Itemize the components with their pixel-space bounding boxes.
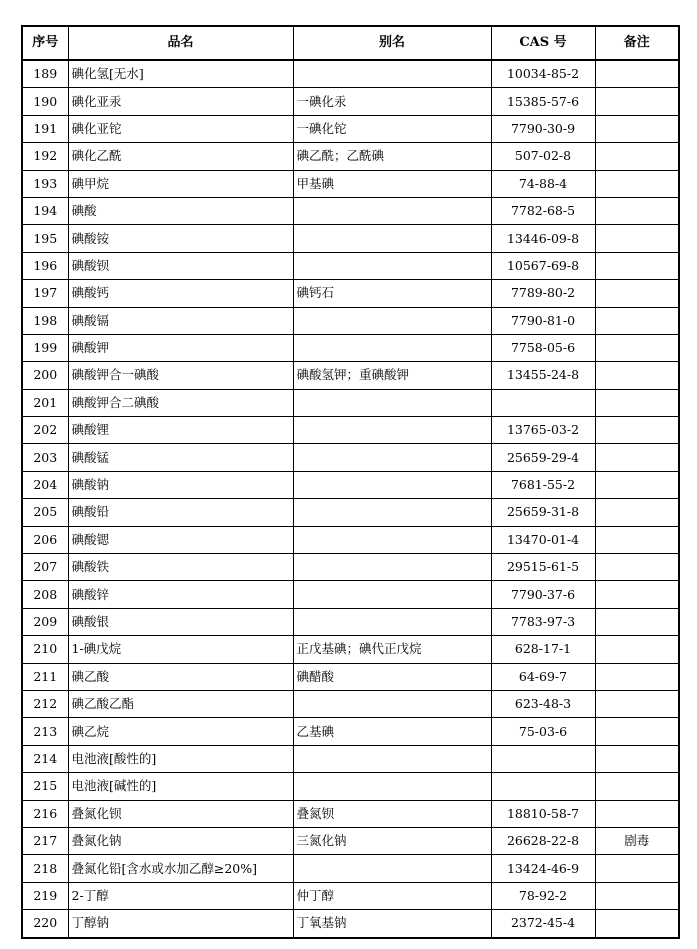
cell-name: 碘酸钠 — [68, 471, 293, 498]
table-row — [22, 88, 679, 115]
cell-name: 碘酸 — [68, 197, 293, 224]
table-row — [22, 855, 679, 882]
cell-alias: 三氮化钠 — [293, 827, 491, 854]
table-row — [22, 718, 679, 745]
cell-note — [595, 225, 679, 252]
cell-cas: 7681-55-2 — [491, 471, 595, 498]
cell-alias: 叠氮钡 — [293, 800, 491, 827]
cell-cas: 7789-80-2 — [491, 280, 595, 307]
cell-seq: 195 — [22, 225, 68, 252]
cell-seq: 205 — [22, 499, 68, 526]
cell-name: 碘乙烷 — [68, 718, 293, 745]
cell-alias: 碘酸氢钾；重碘酸钾 — [293, 362, 491, 389]
cell-note — [595, 252, 679, 279]
cell-alias: 一碘化汞 — [293, 88, 491, 115]
header-cas: CAS 号 — [491, 26, 595, 60]
cell-cas: 29515-61-5 — [491, 554, 595, 581]
cell-seq: 193 — [22, 170, 68, 197]
cell-name: 碘酸锰 — [68, 444, 293, 471]
cell-note — [595, 143, 679, 170]
cell-seq: 199 — [22, 334, 68, 361]
cell-alias: 碘钙石 — [293, 280, 491, 307]
cell-seq: 220 — [22, 910, 68, 938]
cell-note: 剧毒 — [595, 827, 679, 854]
cell-note — [595, 554, 679, 581]
cell-name: 碘酸银 — [68, 608, 293, 635]
header-seq: 序号 — [22, 26, 68, 60]
cell-cas: 26628-22-8 — [491, 827, 595, 854]
table-body — [22, 60, 679, 938]
table-row — [22, 690, 679, 717]
cell-name: 碘乙酸 — [68, 663, 293, 690]
cell-cas: 7790-37-6 — [491, 581, 595, 608]
cell-name: 1-碘戊烷 — [68, 636, 293, 663]
cell-seq: 198 — [22, 307, 68, 334]
cell-note — [595, 60, 679, 88]
cell-seq: 209 — [22, 608, 68, 635]
table-row — [22, 663, 679, 690]
cell-alias: 碘醋酸 — [293, 663, 491, 690]
cell-alias — [293, 499, 491, 526]
cell-name: 碘化亚汞 — [68, 88, 293, 115]
cell-seq: 207 — [22, 554, 68, 581]
cell-note — [595, 417, 679, 444]
table-row — [22, 581, 679, 608]
table-row — [22, 389, 679, 416]
cell-name: 碘酸钡 — [68, 252, 293, 279]
table-row — [22, 526, 679, 553]
cell-note — [595, 800, 679, 827]
cell-seq: 210 — [22, 636, 68, 663]
cell-cas: 74-88-4 — [491, 170, 595, 197]
cell-note — [595, 88, 679, 115]
cell-seq: 194 — [22, 197, 68, 224]
cell-alias — [293, 608, 491, 635]
table-row — [22, 471, 679, 498]
cell-name: 碘乙酸乙酯 — [68, 690, 293, 717]
cell-cas: 25659-31-8 — [491, 499, 595, 526]
cell-seq: 215 — [22, 773, 68, 800]
cell-cas: 507-02-8 — [491, 143, 595, 170]
cell-note — [595, 636, 679, 663]
cell-name: 碘酸镉 — [68, 307, 293, 334]
cell-note — [595, 855, 679, 882]
cell-cas: 7783-97-3 — [491, 608, 595, 635]
cell-note — [595, 882, 679, 909]
header-note: 备注 — [595, 26, 679, 60]
cell-seq: 203 — [22, 444, 68, 471]
cell-name: 碘酸锶 — [68, 526, 293, 553]
table-row — [22, 170, 679, 197]
cell-alias — [293, 444, 491, 471]
cell-name: 叠氮化铅[含水或水加乙醇≥20%] — [68, 855, 293, 882]
cell-name: 碘酸钾 — [68, 334, 293, 361]
cell-alias: 仲丁醇 — [293, 882, 491, 909]
table-row — [22, 252, 679, 279]
cell-name: 叠氮化钡 — [68, 800, 293, 827]
cell-note — [595, 307, 679, 334]
table-row — [22, 827, 679, 854]
cell-cas: 7758-05-6 — [491, 334, 595, 361]
cell-alias — [293, 471, 491, 498]
cell-name: 碘化亚铊 — [68, 115, 293, 142]
cell-note — [595, 389, 679, 416]
cell-name: 碘酸铁 — [68, 554, 293, 581]
cell-seq: 219 — [22, 882, 68, 909]
cell-cas: 13765-03-2 — [491, 417, 595, 444]
cell-note — [595, 581, 679, 608]
cell-alias — [293, 307, 491, 334]
cell-name: 碘酸铵 — [68, 225, 293, 252]
cell-alias — [293, 554, 491, 581]
cell-seq: 217 — [22, 827, 68, 854]
cell-note — [595, 608, 679, 635]
cell-name: 碘酸锂 — [68, 417, 293, 444]
table-row — [22, 334, 679, 361]
cell-seq: 208 — [22, 581, 68, 608]
cell-cas: 7790-30-9 — [491, 115, 595, 142]
cell-name: 碘甲烷 — [68, 170, 293, 197]
cell-cas: 13455-24-8 — [491, 362, 595, 389]
table-row — [22, 280, 679, 307]
cell-seq: 218 — [22, 855, 68, 882]
cell-note — [595, 773, 679, 800]
cell-note — [595, 499, 679, 526]
cell-cas: 25659-29-4 — [491, 444, 595, 471]
cell-note — [595, 115, 679, 142]
cell-name: 碘化氢[无水] — [68, 60, 293, 88]
header-alias: 别名 — [293, 26, 491, 60]
cell-seq: 201 — [22, 389, 68, 416]
cell-alias — [293, 745, 491, 772]
table-row — [22, 362, 679, 389]
cell-seq: 212 — [22, 690, 68, 717]
cell-cas: 7782-68-5 — [491, 197, 595, 224]
cell-note — [595, 280, 679, 307]
cell-alias: 丁氧基钠 — [293, 910, 491, 938]
cell-alias: 乙基碘 — [293, 718, 491, 745]
cell-alias — [293, 581, 491, 608]
cell-cas: 15385-57-6 — [491, 88, 595, 115]
cell-seq: 200 — [22, 362, 68, 389]
cell-note — [595, 197, 679, 224]
cell-name: 碘酸钾合二碘酸 — [68, 389, 293, 416]
cell-cas: 18810-58-7 — [491, 800, 595, 827]
cell-cas: 78-92-2 — [491, 882, 595, 909]
table-row — [22, 225, 679, 252]
cell-cas: 623-48-3 — [491, 690, 595, 717]
table-row — [22, 197, 679, 224]
header-row — [22, 26, 679, 60]
cell-cas: 13424-46-9 — [491, 855, 595, 882]
cell-name: 电池液[酸性的] — [68, 745, 293, 772]
cell-seq: 190 — [22, 88, 68, 115]
cell-cas: 64-69-7 — [491, 663, 595, 690]
cell-cas: 10034-85-2 — [491, 60, 595, 88]
cell-cas: 13470-01-4 — [491, 526, 595, 553]
cell-cas: 2372-45-4 — [491, 910, 595, 938]
cell-seq: 216 — [22, 800, 68, 827]
cell-note — [595, 170, 679, 197]
cell-name: 电池液[碱性的] — [68, 773, 293, 800]
cell-seq: 214 — [22, 745, 68, 772]
cell-note — [595, 718, 679, 745]
table-row — [22, 745, 679, 772]
cell-cas — [491, 745, 595, 772]
cell-seq: 211 — [22, 663, 68, 690]
table-row — [22, 554, 679, 581]
cell-note — [595, 334, 679, 361]
cell-alias: 碘乙酰；乙酰碘 — [293, 143, 491, 170]
cell-seq: 191 — [22, 115, 68, 142]
cell-note — [595, 745, 679, 772]
cell-note — [595, 362, 679, 389]
cell-note — [595, 690, 679, 717]
cell-name: 叠氮化钠 — [68, 827, 293, 854]
cell-name: 2-丁醇 — [68, 882, 293, 909]
table-row — [22, 882, 679, 909]
cell-seq: 197 — [22, 280, 68, 307]
cell-name: 碘酸锌 — [68, 581, 293, 608]
cell-alias — [293, 773, 491, 800]
cell-alias — [293, 60, 491, 88]
cell-name: 碘酸钾合一碘酸 — [68, 362, 293, 389]
cell-alias — [293, 197, 491, 224]
table-row — [22, 444, 679, 471]
table-header — [22, 26, 679, 60]
cell-note — [595, 663, 679, 690]
table-row — [22, 910, 679, 938]
cell-alias: 正戊基碘；碘代正戊烷 — [293, 636, 491, 663]
cell-alias — [293, 526, 491, 553]
cell-note — [595, 471, 679, 498]
cell-note — [595, 444, 679, 471]
cell-name: 丁醇钠 — [68, 910, 293, 938]
cell-seq: 202 — [22, 417, 68, 444]
table-row — [22, 499, 679, 526]
cell-cas: 7790-81-0 — [491, 307, 595, 334]
table-row — [22, 60, 679, 88]
cell-cas: 628-17-1 — [491, 636, 595, 663]
cell-alias — [293, 252, 491, 279]
cell-seq: 206 — [22, 526, 68, 553]
table-row — [22, 608, 679, 635]
cell-seq: 192 — [22, 143, 68, 170]
table-row — [22, 115, 679, 142]
cell-cas — [491, 389, 595, 416]
cell-cas: 10567-69-8 — [491, 252, 595, 279]
cell-note — [595, 526, 679, 553]
cell-name: 碘化乙酰 — [68, 143, 293, 170]
cell-alias — [293, 334, 491, 361]
cell-alias — [293, 690, 491, 717]
table-row — [22, 800, 679, 827]
table-row — [22, 636, 679, 663]
cell-note — [595, 910, 679, 938]
cell-cas — [491, 773, 595, 800]
cell-seq: 189 — [22, 60, 68, 88]
table-row — [22, 307, 679, 334]
table-row — [22, 143, 679, 170]
cell-seq: 196 — [22, 252, 68, 279]
cell-cas: 75-03-6 — [491, 718, 595, 745]
cell-alias — [293, 855, 491, 882]
cell-cas: 13446-09-8 — [491, 225, 595, 252]
cell-seq: 213 — [22, 718, 68, 745]
cell-name: 碘酸铅 — [68, 499, 293, 526]
header-name: 品名 — [68, 26, 293, 60]
cell-alias — [293, 225, 491, 252]
cell-name: 碘酸钙 — [68, 280, 293, 307]
cell-alias: 一碘化铊 — [293, 115, 491, 142]
table-row — [22, 773, 679, 800]
cell-seq: 204 — [22, 471, 68, 498]
cell-alias — [293, 417, 491, 444]
cell-alias: 甲基碘 — [293, 170, 491, 197]
table-row — [22, 417, 679, 444]
chemical-table — [21, 25, 680, 939]
cell-alias — [293, 389, 491, 416]
